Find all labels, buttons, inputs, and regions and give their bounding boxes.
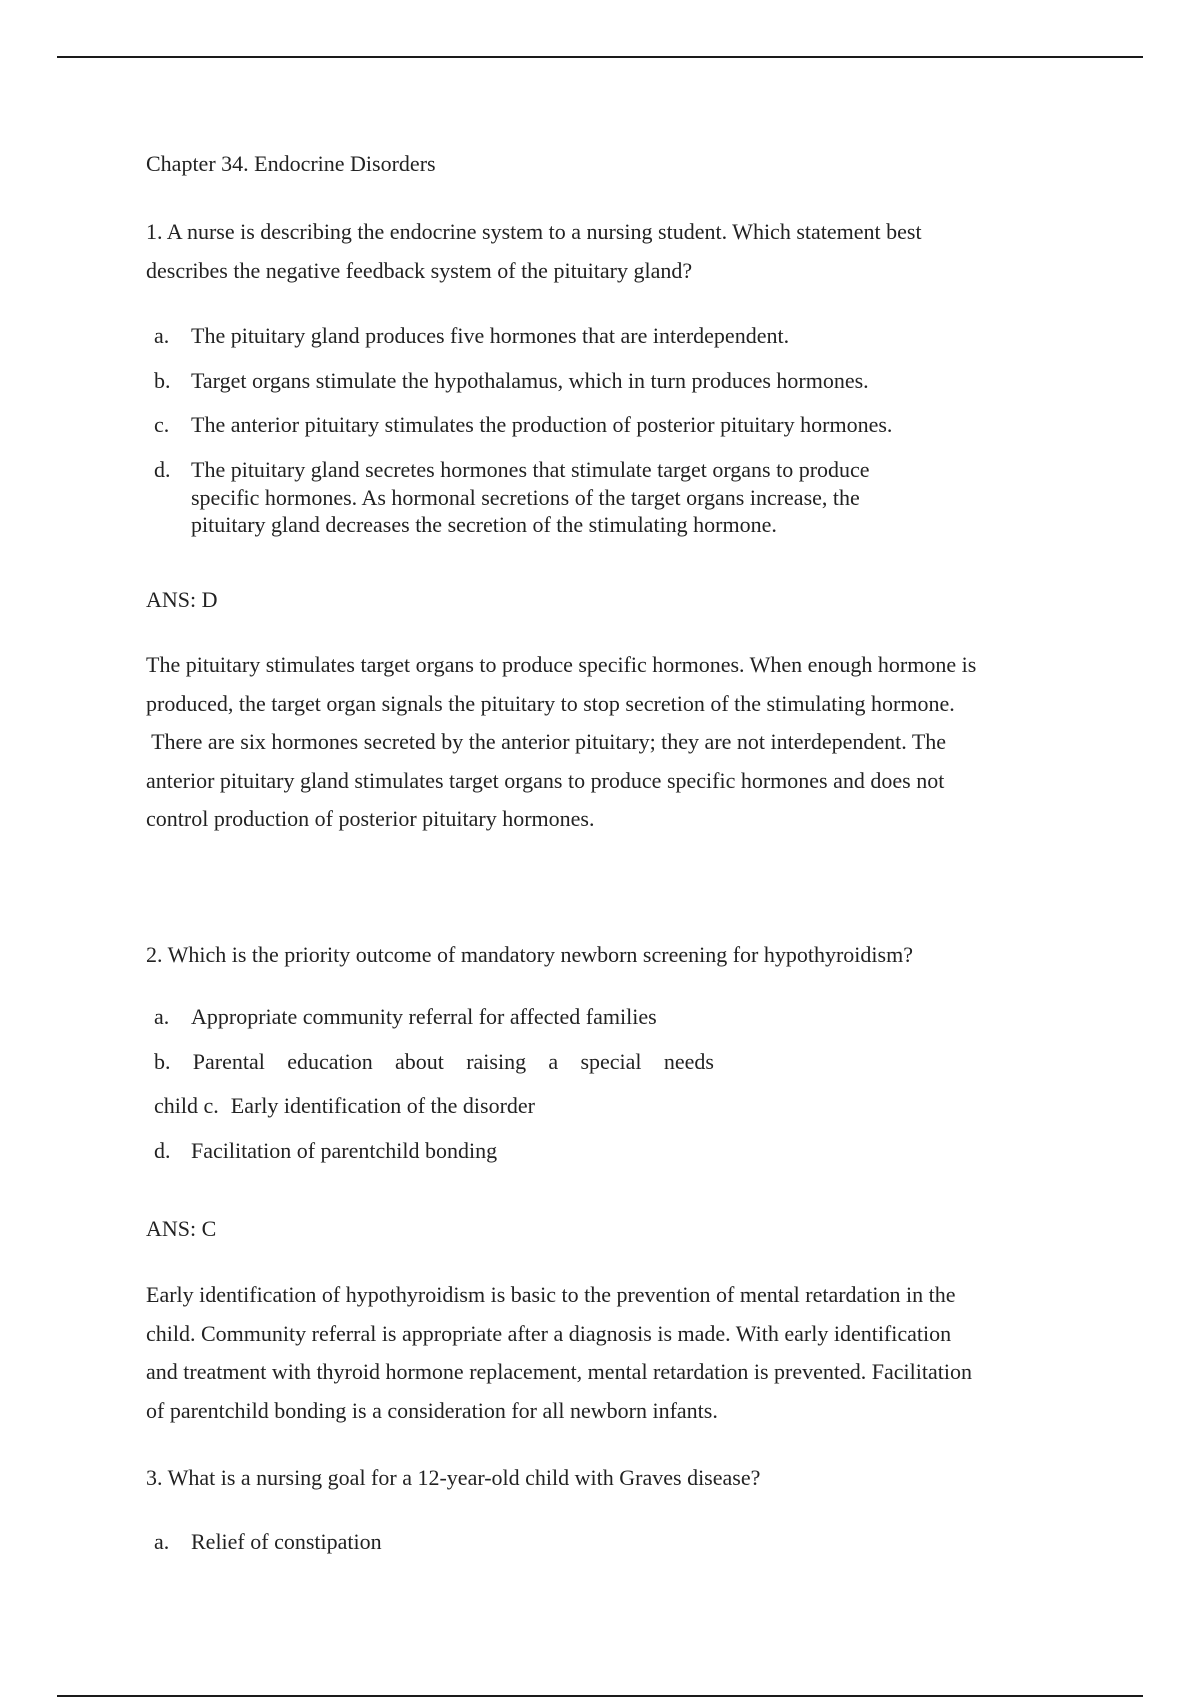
rationale-line: The pituitary stimulates target organs to produce specific hormones. When enough hormone is — [146, 652, 977, 677]
question-1-option-c — [154, 412, 892, 438]
rationale-line: control production of posterior pituitary hormones. — [146, 806, 595, 831]
question-1-rationale — [146, 646, 1086, 839]
header-rule — [57, 56, 1143, 58]
option-b-continuation: child c. — [154, 1093, 219, 1118]
question-3-stem: 3. What is a nursing goal for a 12-year-old child with Graves disease? — [146, 1465, 761, 1490]
option-word: special — [580, 1049, 642, 1074]
option-letter: b. — [154, 368, 171, 393]
option-text: The pituitary gland produces five hormones that are interdependent. — [191, 323, 790, 348]
option-word: about — [395, 1049, 444, 1074]
footer-rule — [57, 1695, 1143, 1697]
rationale-line: produced, the target organ signals the pituitary to stop secretion of the stimulating hormone. — [146, 690, 955, 716]
question-2-option-a — [154, 1004, 657, 1030]
chapter-title: Chapter 34. Endocrine Disorders — [146, 151, 436, 176]
option-text: Relief of constipation — [191, 1529, 382, 1554]
option-text: Early identification of the disorder — [230, 1093, 535, 1118]
question-2-option-d — [154, 1138, 497, 1164]
question-2-option-c — [154, 1093, 535, 1119]
option-letter: a. — [154, 323, 170, 348]
rationale-line: There are six hormones secreted by the anterior pituitary; they are not interdependent. The — [146, 729, 947, 754]
question-1-option-b — [154, 368, 869, 394]
question-2-rationale — [146, 1276, 1086, 1430]
question-2-stem: 2. Which is the priority outcome of mandatory newborn screening for hypothyroidism? — [146, 942, 913, 967]
question-1-answer: ANS: D — [146, 587, 218, 612]
option-word: Parental — [192, 1049, 265, 1074]
question-3-option-a — [154, 1529, 382, 1555]
rationale-line: anterior pituitary gland stimulates target organs to produce specific hormones and does not — [146, 767, 945, 793]
option-text: Facilitation of parentchild bonding — [191, 1138, 498, 1163]
option-word: needs — [663, 1049, 714, 1074]
option-text-line: pituitary gland decreases the secretion of the stimulating hormone. — [191, 512, 777, 537]
option-letter: d. — [154, 1138, 171, 1163]
question-1-option-d — [154, 456, 870, 539]
option-letter: a. — [154, 1004, 170, 1029]
option-letter: a. — [154, 1529, 170, 1554]
option-text: Appropriate community referral for affected families — [191, 1004, 657, 1029]
option-text: Target organs stimulate the hypothalamus, which in turn produces hormones. — [191, 368, 869, 393]
option-text-line: The pituitary gland secretes hormones that stimulate target organs to produce — [191, 457, 870, 482]
question-2-answer: ANS: C — [146, 1216, 217, 1241]
rationale-line: of parentchild bonding is a consideration for all newborn infants. — [146, 1397, 718, 1423]
question-1-stem-line: 1. A nurse is describing the endocrine system to a nursing student. Which statement best — [146, 219, 922, 244]
rationale-line: and treatment with thyroid hormone replacement, mental retardation is prevented. Facilitation — [146, 1359, 972, 1384]
option-text: The anterior pituitary stimulates the production of posterior pituitary hormones. — [191, 412, 893, 437]
option-word: raising — [466, 1049, 527, 1074]
question-1-option-a — [154, 323, 789, 349]
option-word: a — [548, 1049, 559, 1074]
question-1-stem — [146, 213, 1086, 290]
option-word: education — [287, 1049, 373, 1074]
option-letter: b. — [154, 1049, 171, 1074]
question-1-stem-line: describes the negative feedback system of the pituitary gland? — [146, 257, 693, 283]
option-letter: c. — [154, 412, 170, 437]
question-2-option-b — [154, 1049, 714, 1075]
rationale-line: child. Community referral is appropriate after a diagnosis is made. With early identification — [146, 1320, 952, 1346]
rationale-line: Early identification of hypothyroidism is basic to the prevention of mental retardation in the — [146, 1282, 956, 1307]
option-letter: d. — [154, 457, 171, 482]
option-text-line: specific hormones. As hormonal secretions of the target organs increase, the — [191, 484, 860, 510]
